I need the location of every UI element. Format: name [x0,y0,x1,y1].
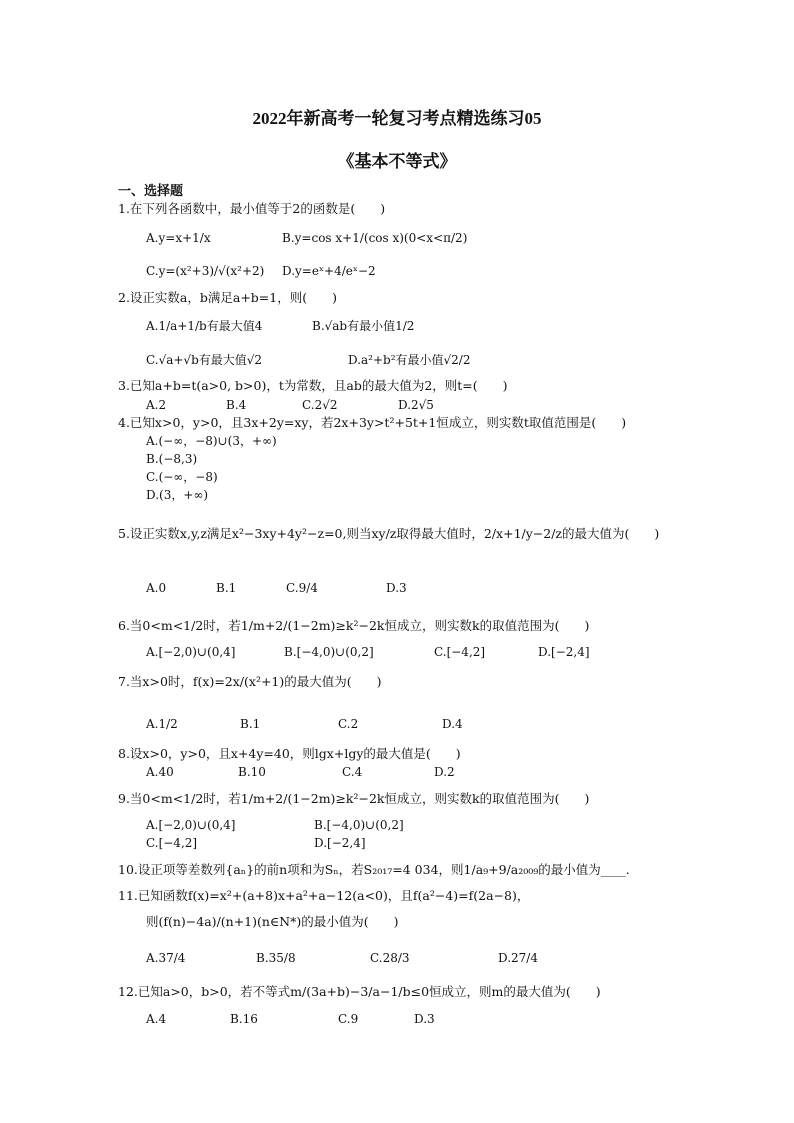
question-11-stem: 11.已知函数f(x)=x²+(a+8)x+a²+a−12(a<0)，且f(a²−4)=f(2a−8)， [118,888,530,903]
question-4-option-a: A.(−∞，−8)∪(3，+∞) [146,434,277,448]
question-3-option-a: A.2 [146,398,167,412]
question-1-stem: 1.在下列各函数中，最小值等于2的函数是( ) [118,201,386,216]
question-1-option-c: C.y=(x²+3)/√(x²+2) [146,264,265,278]
question-11-option-a: A.37/4 [146,951,186,965]
question-2-option-a: A.1/a+1/b有最大值4 [146,319,263,333]
question-12-stem: 12.已知a>0，b>0，若不等式m/(3a+b)−3/a−1/b≤0恒成立，则m的最大值为( ) [118,984,601,999]
question-7-option-b: B.1 [240,717,261,731]
question-8-option-b: B.10 [238,765,266,779]
question-11-option-d: D.27/4 [498,951,538,965]
question-9-stem: 9.当0<m<1/2时，若1/m+2/(1−2m)≥k²−2k恒成立，则实数k的取值范围为( ) [118,791,590,806]
page-title: 2022年新高考一轮复习考点精选练习05 [252,109,542,128]
question-5-stem: 5.设正实数x,y,z满足x²−3xy+4y²−z=0,则当xy/z取得最大值时，2/x+1/y−2/z的最大值为( ) [118,526,660,541]
question-3-option-c: C.2√2 [302,398,338,412]
question-12-option-b: B.16 [230,1012,258,1026]
question-11-stem-continued: 则(f(n)−4a)/(n+1)(n∈N*)的最小值为( ) [146,914,399,929]
question-12-option-d: D.3 [414,1012,435,1026]
question-2-option-b: B.√ab有最小值1/2 [312,319,415,333]
question-8-option-a: A.40 [146,765,174,779]
question-1-option-d: D.y=eˣ+4/eˣ−2 [282,264,376,278]
question-6-option-d: D.[−2,4] [538,645,590,659]
question-7-stem: 7.当x>0时，f(x)=2x/(x²+1)的最大值为( ) [118,674,382,689]
question-3-option-b: B.4 [226,398,247,412]
question-7-option-c: C.2 [338,717,359,731]
question-6-option-a: A.[−2,0)∪(0,4] [146,645,236,659]
question-10-stem: 10.设正项等差数列{aₙ}的前n项和为Sₙ，若S₂₀₁₇=4 034，则1/a₉+9/a₂₀₀₉的最小值为____. [118,862,630,877]
question-6-stem: 6.当0<m<1/2时，若1/m+2/(1−2m)≥k²−2k恒成立，则实数k的取值范围为( ) [118,618,590,633]
question-2-option-d: D.a²+b²有最小值√2/2 [348,353,471,367]
question-8-option-d: D.2 [434,765,455,779]
question-6-option-c: C.[−4,2] [434,645,486,659]
question-7-option-d: D.4 [442,717,463,731]
question-5-option-c: C.9/4 [286,581,318,595]
question-2-stem: 2.设正实数a，b满足a+b=1，则( ) [118,290,337,305]
question-9-option-d: D.[−2,4] [314,836,366,850]
question-5-option-d: D.3 [386,581,407,595]
section-heading: 一、选择题 [118,184,184,199]
question-1-option-a: A.y=x+1/x [146,231,211,245]
question-3-stem: 3.已知a+b=t(a>0, b>0)，t为常数，且ab的最大值为2，则t=( ) [118,378,508,393]
question-4-stem: 4.已知x>0，y>0，且3x+2y=xy，若2x+3y>t²+5t+1恒成立，则实数t取值范围是( ) [118,415,627,430]
question-7-option-a: A.1/2 [146,717,178,731]
question-12-option-c: C.9 [338,1012,359,1026]
question-4-option-c: C.(−∞，−8) [146,470,218,484]
page-subtitle: 《基本不等式》 [337,152,457,171]
question-8-stem: 8.设x>0，y>0，且x+4y=40，则lgx+lgy的最大值是( ) [118,746,461,761]
question-9-option-a: A.[−2,0)∪(0,4] [146,818,236,832]
question-6-option-b: B.[−4,0)∪(0,2] [284,645,374,659]
question-9-option-b: B.[−4,0)∪(0,2] [314,818,404,832]
question-9-option-c: C.[−4,2] [146,836,198,850]
question-2-option-c: C.√a+√b有最大值√2 [146,353,263,367]
question-8-option-c: C.4 [342,765,363,779]
question-3-option-d: D.2√5 [398,398,434,412]
question-5-option-a: A.0 [146,581,167,595]
question-11-option-c: C.28/3 [370,951,410,965]
question-12-option-a: A.4 [146,1012,167,1026]
question-1-option-b: B.y=cos x+1/(cos x)(0<x<π/2) [282,231,468,245]
question-5-option-b: B.1 [216,581,237,595]
question-4-option-b: B.(−8,3) [146,452,198,466]
question-4-option-d: D.(3，+∞) [146,488,209,502]
question-11-option-b: B.35/8 [256,951,296,965]
